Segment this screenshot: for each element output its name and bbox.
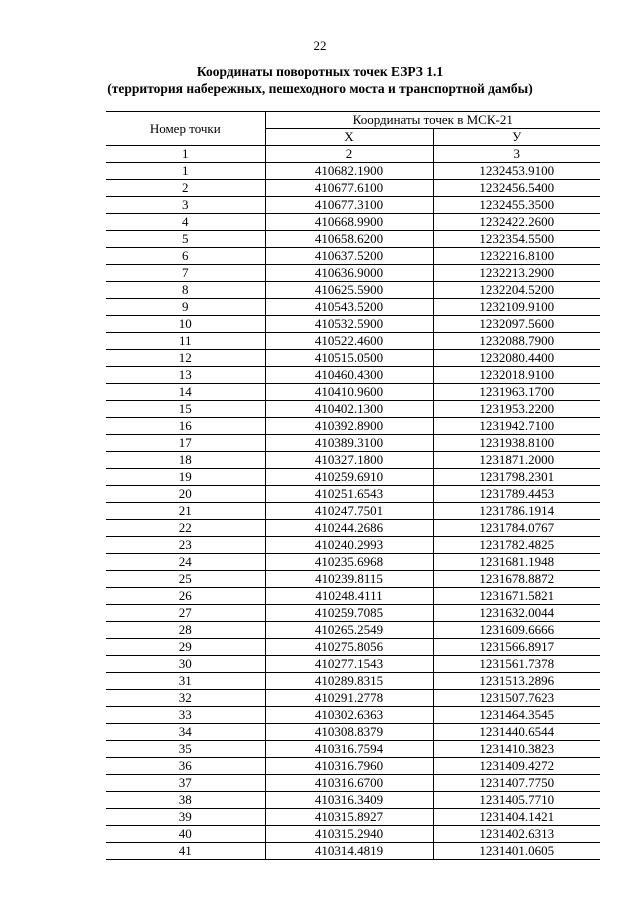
table-row bbox=[106, 707, 600, 724]
table-row bbox=[106, 775, 600, 792]
table-row bbox=[106, 418, 600, 435]
table-row bbox=[106, 180, 600, 197]
y-coordinate-cell: 1232088.7900 bbox=[433, 333, 600, 350]
point-number-cell: 13 bbox=[106, 367, 265, 384]
y-coordinate-cell: 1231942.7100 bbox=[433, 418, 600, 435]
y-coordinate-cell: 1231401.0605 bbox=[433, 843, 600, 860]
point-number-cell: 14 bbox=[106, 384, 265, 401]
point-number-cell: 36 bbox=[106, 758, 265, 775]
point-number-cell: 2 bbox=[106, 180, 265, 197]
x-coordinate-cell: 410240.2993 bbox=[265, 537, 433, 554]
table-row bbox=[106, 554, 600, 571]
y-coordinate-cell: 1232109.9100 bbox=[433, 299, 600, 316]
table-row bbox=[106, 435, 600, 452]
table-row bbox=[106, 197, 600, 214]
y-coordinate-cell: 1231561.7378 bbox=[433, 656, 600, 673]
table-row bbox=[106, 622, 600, 639]
point-number-cell: 39 bbox=[106, 809, 265, 826]
x-coordinate-cell: 410316.6700 bbox=[265, 775, 433, 792]
table-row bbox=[106, 282, 600, 299]
y-coordinate-cell: 1231671.5821 bbox=[433, 588, 600, 605]
point-number-cell: 3 bbox=[106, 197, 265, 214]
y-coordinate-cell: 1232080.4400 bbox=[433, 350, 600, 367]
y-coordinate-cell: 1231938.8100 bbox=[433, 435, 600, 452]
table-row bbox=[106, 248, 600, 265]
x-coordinate-cell: 410259.6910 bbox=[265, 469, 433, 486]
x-coordinate-cell: 410677.3100 bbox=[265, 197, 433, 214]
title-line-2: (территория набережных, пешеходного моста и транспортной дамбы) bbox=[107, 81, 533, 96]
x-coordinate-cell: 410244.2686 bbox=[265, 520, 433, 537]
y-coordinate-cell: 1231513.2896 bbox=[433, 673, 600, 690]
table-row bbox=[106, 452, 600, 469]
point-number-cell: 12 bbox=[106, 350, 265, 367]
y-coordinate-cell: 1232213.2900 bbox=[433, 265, 600, 282]
point-number-cell: 31 bbox=[106, 673, 265, 690]
column-index-cell: 2 bbox=[265, 146, 433, 163]
x-coordinate-cell: 410315.8927 bbox=[265, 809, 433, 826]
point-number-cell: 25 bbox=[106, 571, 265, 588]
table-row bbox=[106, 639, 600, 656]
y-coordinate-cell: 1231404.1421 bbox=[433, 809, 600, 826]
x-coordinate-cell: 410316.3409 bbox=[265, 792, 433, 809]
x-coordinate-cell: 410316.7960 bbox=[265, 758, 433, 775]
table-row bbox=[106, 605, 600, 622]
x-coordinate-cell: 410265.2549 bbox=[265, 622, 433, 639]
x-coordinate-cell: 410251.6543 bbox=[265, 486, 433, 503]
x-coordinate-cell: 410532.5900 bbox=[265, 316, 433, 333]
x-coordinate-cell: 410636.9000 bbox=[265, 265, 433, 282]
table-row bbox=[106, 469, 600, 486]
point-number-cell: 20 bbox=[106, 486, 265, 503]
y-coordinate-cell: 1232453.9100 bbox=[433, 163, 600, 180]
x-coordinate-cell: 410389.3100 bbox=[265, 435, 433, 452]
table-row bbox=[106, 401, 600, 418]
y-coordinate-cell: 1231798.2301 bbox=[433, 469, 600, 486]
header-row-1 bbox=[106, 112, 600, 129]
coordinates-table bbox=[106, 111, 600, 860]
x-coordinate-cell: 410289.8315 bbox=[265, 673, 433, 690]
table-row bbox=[106, 741, 600, 758]
y-coordinate-cell: 1232455.3500 bbox=[433, 197, 600, 214]
title-line-1: Координаты поворотных точек ЕЗРЗ 1.1 bbox=[196, 64, 444, 79]
table-row bbox=[106, 214, 600, 231]
x-coordinate-cell: 410315.2940 bbox=[265, 826, 433, 843]
table-row bbox=[106, 588, 600, 605]
y-coordinate-cell: 1231871.2000 bbox=[433, 452, 600, 469]
header-point-number: Номер точки bbox=[106, 112, 265, 146]
column-index-cell: 3 bbox=[433, 146, 600, 163]
table-row bbox=[106, 673, 600, 690]
table-row bbox=[106, 758, 600, 775]
point-number-cell: 1 bbox=[106, 163, 265, 180]
table-row bbox=[106, 163, 600, 180]
point-number-cell: 8 bbox=[106, 282, 265, 299]
x-coordinate-cell: 410302.6363 bbox=[265, 707, 433, 724]
point-number-cell: 6 bbox=[106, 248, 265, 265]
point-number-cell: 21 bbox=[106, 503, 265, 520]
point-number-cell: 18 bbox=[106, 452, 265, 469]
x-coordinate-cell: 410308.8379 bbox=[265, 724, 433, 741]
point-number-cell: 22 bbox=[106, 520, 265, 537]
y-coordinate-cell: 1232456.5400 bbox=[433, 180, 600, 197]
y-coordinate-cell: 1231407.7750 bbox=[433, 775, 600, 792]
x-coordinate-cell: 410658.6200 bbox=[265, 231, 433, 248]
point-number-cell: 4 bbox=[106, 214, 265, 231]
point-number-cell: 30 bbox=[106, 656, 265, 673]
x-coordinate-cell: 410316.7594 bbox=[265, 741, 433, 758]
table-row bbox=[106, 350, 600, 367]
x-coordinate-cell: 410277.1543 bbox=[265, 656, 433, 673]
table-row bbox=[106, 265, 600, 282]
table-row bbox=[106, 724, 600, 741]
x-coordinate-cell: 410682.1900 bbox=[265, 163, 433, 180]
x-coordinate-cell: 410677.6100 bbox=[265, 180, 433, 197]
point-number-cell: 37 bbox=[106, 775, 265, 792]
table-row bbox=[106, 537, 600, 554]
table-row bbox=[106, 656, 600, 673]
x-coordinate-cell: 410247.7501 bbox=[265, 503, 433, 520]
column-index-row bbox=[106, 146, 600, 163]
point-number-cell: 16 bbox=[106, 418, 265, 435]
point-number-cell: 26 bbox=[106, 588, 265, 605]
x-coordinate-cell: 410239.8115 bbox=[265, 571, 433, 588]
page-number: 22 bbox=[313, 38, 327, 53]
y-coordinate-cell: 1231786.1914 bbox=[433, 503, 600, 520]
y-coordinate-cell: 1232018.9100 bbox=[433, 367, 600, 384]
x-coordinate-cell: 410235.6968 bbox=[265, 554, 433, 571]
table-row bbox=[106, 486, 600, 503]
y-coordinate-cell: 1231464.3545 bbox=[433, 707, 600, 724]
table-row bbox=[106, 520, 600, 537]
y-coordinate-cell: 1231681.1948 bbox=[433, 554, 600, 571]
header-y: У bbox=[433, 129, 600, 146]
point-number-cell: 38 bbox=[106, 792, 265, 809]
table-row bbox=[106, 316, 600, 333]
point-number-cell: 5 bbox=[106, 231, 265, 248]
x-coordinate-cell: 410668.9900 bbox=[265, 214, 433, 231]
table-row bbox=[106, 792, 600, 809]
x-coordinate-cell: 410291.2778 bbox=[265, 690, 433, 707]
y-coordinate-cell: 1232097.5600 bbox=[433, 316, 600, 333]
point-number-cell: 41 bbox=[106, 843, 265, 860]
y-coordinate-cell: 1231402.6313 bbox=[433, 826, 600, 843]
x-coordinate-cell: 410327.1800 bbox=[265, 452, 433, 469]
table-row bbox=[106, 384, 600, 401]
y-coordinate-cell: 1231566.8917 bbox=[433, 639, 600, 656]
x-coordinate-cell: 410410.9600 bbox=[265, 384, 433, 401]
point-number-cell: 27 bbox=[106, 605, 265, 622]
y-coordinate-cell: 1231784.0767 bbox=[433, 520, 600, 537]
x-coordinate-cell: 410402.1300 bbox=[265, 401, 433, 418]
point-number-cell: 17 bbox=[106, 435, 265, 452]
header-coordinates: Координаты точек в МСК-21 bbox=[265, 112, 600, 129]
table-row bbox=[106, 231, 600, 248]
point-number-cell: 24 bbox=[106, 554, 265, 571]
point-number-cell: 32 bbox=[106, 690, 265, 707]
x-coordinate-cell: 410522.4600 bbox=[265, 333, 433, 350]
x-coordinate-cell: 410515.0500 bbox=[265, 350, 433, 367]
table-row bbox=[106, 367, 600, 384]
y-coordinate-cell: 1231678.8872 bbox=[433, 571, 600, 588]
header-x: X bbox=[265, 129, 433, 146]
point-number-cell: 35 bbox=[106, 741, 265, 758]
point-number-cell: 15 bbox=[106, 401, 265, 418]
point-number-cell: 23 bbox=[106, 537, 265, 554]
x-coordinate-cell: 410637.5200 bbox=[265, 248, 433, 265]
y-coordinate-cell: 1232354.5500 bbox=[433, 231, 600, 248]
point-number-cell: 33 bbox=[106, 707, 265, 724]
point-number-cell: 9 bbox=[106, 299, 265, 316]
point-number-cell: 10 bbox=[106, 316, 265, 333]
x-coordinate-cell: 410543.5200 bbox=[265, 299, 433, 316]
y-coordinate-cell: 1232422.2600 bbox=[433, 214, 600, 231]
y-coordinate-cell: 1231789.4453 bbox=[433, 486, 600, 503]
x-coordinate-cell: 410314.4819 bbox=[265, 843, 433, 860]
y-coordinate-cell: 1231953.2200 bbox=[433, 401, 600, 418]
table-row bbox=[106, 333, 600, 350]
x-coordinate-cell: 410392.8900 bbox=[265, 418, 433, 435]
y-coordinate-cell: 1231409.4272 bbox=[433, 758, 600, 775]
y-coordinate-cell: 1231410.3823 bbox=[433, 741, 600, 758]
x-coordinate-cell: 410460.4300 bbox=[265, 367, 433, 384]
point-number-cell: 29 bbox=[106, 639, 265, 656]
point-number-cell: 34 bbox=[106, 724, 265, 741]
x-coordinate-cell: 410248.4111 bbox=[265, 588, 433, 605]
y-coordinate-cell: 1231609.6666 bbox=[433, 622, 600, 639]
point-number-cell: 19 bbox=[106, 469, 265, 486]
coordinates-table-body bbox=[106, 163, 600, 860]
point-number-cell: 7 bbox=[106, 265, 265, 282]
table-row bbox=[106, 843, 600, 860]
table-row bbox=[106, 809, 600, 826]
y-coordinate-cell: 1231440.6544 bbox=[433, 724, 600, 741]
table-row bbox=[106, 571, 600, 588]
x-coordinate-cell: 410259.7085 bbox=[265, 605, 433, 622]
column-index-cell: 1 bbox=[106, 146, 265, 163]
point-number-cell: 40 bbox=[106, 826, 265, 843]
y-coordinate-cell: 1231632.0044 bbox=[433, 605, 600, 622]
table-row bbox=[106, 690, 600, 707]
point-number-cell: 11 bbox=[106, 333, 265, 350]
x-coordinate-cell: 410275.8056 bbox=[265, 639, 433, 656]
point-number-cell: 28 bbox=[106, 622, 265, 639]
x-coordinate-cell: 410625.5900 bbox=[265, 282, 433, 299]
y-coordinate-cell: 1231507.7623 bbox=[433, 690, 600, 707]
y-coordinate-cell: 1231782.4825 bbox=[433, 537, 600, 554]
y-coordinate-cell: 1232204.5200 bbox=[433, 282, 600, 299]
y-coordinate-cell: 1231963.1700 bbox=[433, 384, 600, 401]
table-row bbox=[106, 826, 600, 843]
document-title bbox=[0, 63, 640, 97]
y-coordinate-cell: 1231405.7710 bbox=[433, 792, 600, 809]
table-row bbox=[106, 299, 600, 316]
y-coordinate-cell: 1232216.8100 bbox=[433, 248, 600, 265]
table-row bbox=[106, 503, 600, 520]
